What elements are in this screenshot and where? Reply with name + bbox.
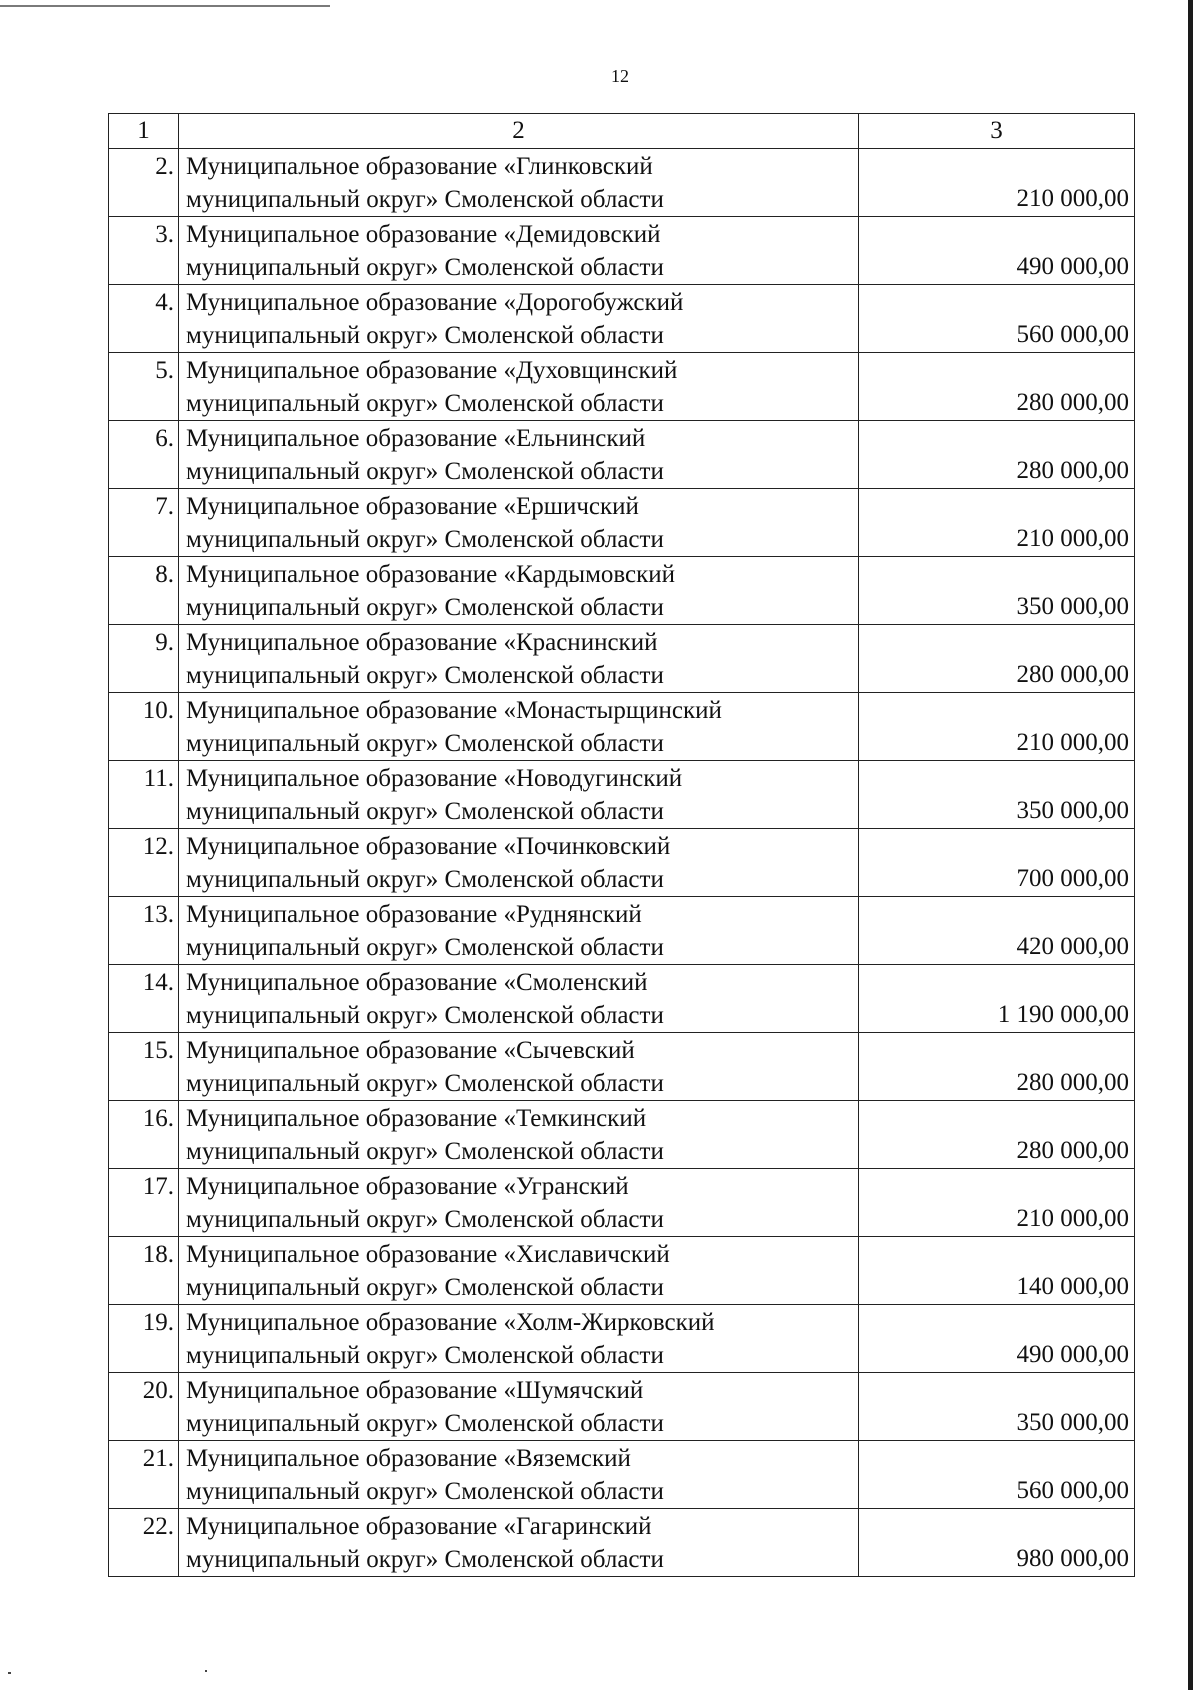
row-number: 21. <box>109 1441 179 1509</box>
table-row <box>109 965 1135 1033</box>
municipality-name-suffix: муниципальный округ» Смоленской области <box>186 458 664 485</box>
municipality-name <box>179 1101 859 1169</box>
municipality-name <box>179 1305 859 1373</box>
row-number: 6. <box>109 421 179 489</box>
allocation-amount: 350 000,00 <box>859 557 1135 625</box>
table-row <box>109 421 1135 489</box>
allocation-amount: 980 000,00 <box>859 1509 1135 1577</box>
table-body <box>109 114 1135 1577</box>
municipality-name-suffix: муниципальный округ» Смоленской области <box>186 934 664 961</box>
municipality-name-line: Муниципальное образование «Починковский <box>186 833 671 860</box>
column-header-name: 2 <box>179 114 859 149</box>
table-row <box>109 149 1135 217</box>
municipality-name-suffix: муниципальный округ» Смоленской области <box>186 526 664 553</box>
municipality-name-suffix: муниципальный округ» Смоленской области <box>186 1138 664 1165</box>
municipality-name-suffix: муниципальный округ» Смоленской области <box>186 1546 664 1573</box>
municipality-name-line: Муниципальное образование «Вяземский <box>186 1445 631 1472</box>
table-row <box>109 625 1135 693</box>
municipality-name-suffix: муниципальный округ» Смоленской области <box>186 730 664 757</box>
municipality-name <box>179 1509 859 1577</box>
allocation-amount: 1 190 000,00 <box>859 965 1135 1033</box>
municipality-name-line: Муниципальное образование «Ершичский <box>186 493 639 520</box>
municipality-name <box>179 557 859 625</box>
table-row <box>109 829 1135 897</box>
municipality-name-line: Муниципальное образование «Угранский <box>186 1173 629 1200</box>
municipality-name-line: Муниципальное образование «Демидовский <box>186 221 661 248</box>
allocation-amount: 210 000,00 <box>859 1169 1135 1237</box>
municipality-name <box>179 421 859 489</box>
allocation-amount: 420 000,00 <box>859 897 1135 965</box>
row-number: 10. <box>109 693 179 761</box>
row-number: 8. <box>109 557 179 625</box>
row-number: 16. <box>109 1101 179 1169</box>
row-number: 20. <box>109 1373 179 1441</box>
row-number: 3. <box>109 217 179 285</box>
municipality-name <box>179 489 859 557</box>
table-row <box>109 489 1135 557</box>
table-row <box>109 285 1135 353</box>
allocation-amount: 700 000,00 <box>859 829 1135 897</box>
municipality-name <box>179 1169 859 1237</box>
municipality-name-line: Муниципальное образование «Шумячский <box>186 1377 644 1404</box>
allocation-amount: 210 000,00 <box>859 693 1135 761</box>
municipality-name <box>179 761 859 829</box>
municipality-name-line: Муниципальное образование «Гагаринский <box>186 1513 652 1540</box>
table-row <box>109 353 1135 421</box>
allocation-amount: 280 000,00 <box>859 421 1135 489</box>
municipality-name-line: Муниципальное образование «Духовщинский <box>186 357 678 384</box>
table-row <box>109 1509 1135 1577</box>
municipality-name-line: Муниципальное образование «Руднянский <box>186 901 642 928</box>
row-number: 13. <box>109 897 179 965</box>
municipality-name-suffix: муниципальный округ» Смоленской области <box>186 186 664 213</box>
municipality-name <box>179 693 859 761</box>
scan-speck <box>8 1672 11 1674</box>
allocation-amount: 210 000,00 <box>859 489 1135 557</box>
table-row <box>109 1101 1135 1169</box>
municipality-name <box>179 1237 859 1305</box>
allocation-amount: 210 000,00 <box>859 149 1135 217</box>
municipality-name <box>179 217 859 285</box>
column-header-amount: 3 <box>859 114 1135 149</box>
row-number: 12. <box>109 829 179 897</box>
municipality-name-suffix: муниципальный округ» Смоленской области <box>186 866 664 893</box>
allocation-amount: 560 000,00 <box>859 285 1135 353</box>
municipality-name-line: Муниципальное образование «Монастырщинский <box>186 697 722 724</box>
table-row <box>109 1441 1135 1509</box>
municipality-name-suffix: муниципальный округ» Смоленской области <box>186 322 664 349</box>
allocation-amount: 490 000,00 <box>859 1305 1135 1373</box>
municipality-name <box>179 149 859 217</box>
municipality-name-line: Муниципальное образование «Дорогобужский <box>186 289 684 316</box>
table-row <box>109 1373 1135 1441</box>
municipality-name-suffix: муниципальный округ» Смоленской области <box>186 390 664 417</box>
row-number: 7. <box>109 489 179 557</box>
municipality-name <box>179 285 859 353</box>
table-row <box>109 693 1135 761</box>
allocation-amount: 280 000,00 <box>859 1101 1135 1169</box>
row-number: 22. <box>109 1509 179 1577</box>
municipality-name-line: Муниципальное образование «Смоленский <box>186 969 648 996</box>
table-row <box>109 897 1135 965</box>
municipality-name-line: Муниципальное образование «Хиславичский <box>186 1241 670 1268</box>
municipality-name-suffix: муниципальный округ» Смоленской области <box>186 1002 664 1029</box>
allocation-amount: 350 000,00 <box>859 1373 1135 1441</box>
scan-speck <box>205 1670 207 1672</box>
municipality-name-suffix: муниципальный округ» Смоленской области <box>186 1478 664 1505</box>
municipality-name-line: Муниципальное образование «Глинковский <box>186 153 653 180</box>
municipality-name <box>179 353 859 421</box>
row-number: 5. <box>109 353 179 421</box>
municipality-name-suffix: муниципальный округ» Смоленской области <box>186 594 664 621</box>
municipality-name-suffix: муниципальный округ» Смоленской области <box>186 1342 664 1369</box>
row-number: 9. <box>109 625 179 693</box>
municipality-name-line: Муниципальное образование «Холм-Жирковский <box>186 1309 715 1336</box>
column-header-number: 1 <box>109 114 179 149</box>
row-number: 4. <box>109 285 179 353</box>
table-row <box>109 557 1135 625</box>
municipality-name-suffix: муниципальный округ» Смоленской области <box>186 1410 664 1437</box>
municipality-name-suffix: муниципальный округ» Смоленской области <box>186 798 664 825</box>
page-number: 12 <box>611 66 629 86</box>
table-row <box>109 761 1135 829</box>
table-row <box>109 1033 1135 1101</box>
municipality-name-line: Муниципальное образование «Темкинский <box>186 1105 647 1132</box>
municipality-name-line: Муниципальное образование «Кардымовский <box>186 561 676 588</box>
table-row <box>109 1237 1135 1305</box>
municipality-name <box>179 829 859 897</box>
municipality-name-suffix: муниципальный округ» Смоленской области <box>186 662 664 689</box>
allocation-amount: 280 000,00 <box>859 353 1135 421</box>
municipality-name-suffix: муниципальный округ» Смоленской области <box>186 1070 664 1097</box>
row-number: 14. <box>109 965 179 1033</box>
top-rule <box>0 5 330 7</box>
municipality-name <box>179 1033 859 1101</box>
municipality-name-suffix: муниципальный округ» Смоленской области <box>186 1274 664 1301</box>
municipality-name <box>179 897 859 965</box>
table-row <box>109 217 1135 285</box>
allocation-amount: 490 000,00 <box>859 217 1135 285</box>
scan-edge <box>1188 0 1193 1690</box>
municipality-name-line: Муниципальное образование «Новодугинский <box>186 765 683 792</box>
municipality-name-line: Муниципальное образование «Краснинский <box>186 629 658 656</box>
row-number: 18. <box>109 1237 179 1305</box>
municipality-name-line: Муниципальное образование «Сычевский <box>186 1037 635 1064</box>
row-number: 2. <box>109 149 179 217</box>
row-number: 17. <box>109 1169 179 1237</box>
row-number: 11. <box>109 761 179 829</box>
allocation-amount: 280 000,00 <box>859 1033 1135 1101</box>
table-row <box>109 1305 1135 1373</box>
municipality-name <box>179 965 859 1033</box>
municipality-name-suffix: муниципальный округ» Смоленской области <box>186 254 664 281</box>
row-number: 15. <box>109 1033 179 1101</box>
allocation-table <box>108 113 1135 1577</box>
municipality-name <box>179 1373 859 1441</box>
municipality-name <box>179 1441 859 1509</box>
allocation-amount: 280 000,00 <box>859 625 1135 693</box>
allocation-amount: 140 000,00 <box>859 1237 1135 1305</box>
table-header-row <box>109 114 1135 149</box>
municipality-name <box>179 625 859 693</box>
allocation-amount: 560 000,00 <box>859 1441 1135 1509</box>
allocation-amount: 350 000,00 <box>859 761 1135 829</box>
municipality-name-line: Муниципальное образование «Ельнинский <box>186 425 646 452</box>
row-number: 19. <box>109 1305 179 1373</box>
table-row <box>109 1169 1135 1237</box>
municipality-name-suffix: муниципальный округ» Смоленской области <box>186 1206 664 1233</box>
